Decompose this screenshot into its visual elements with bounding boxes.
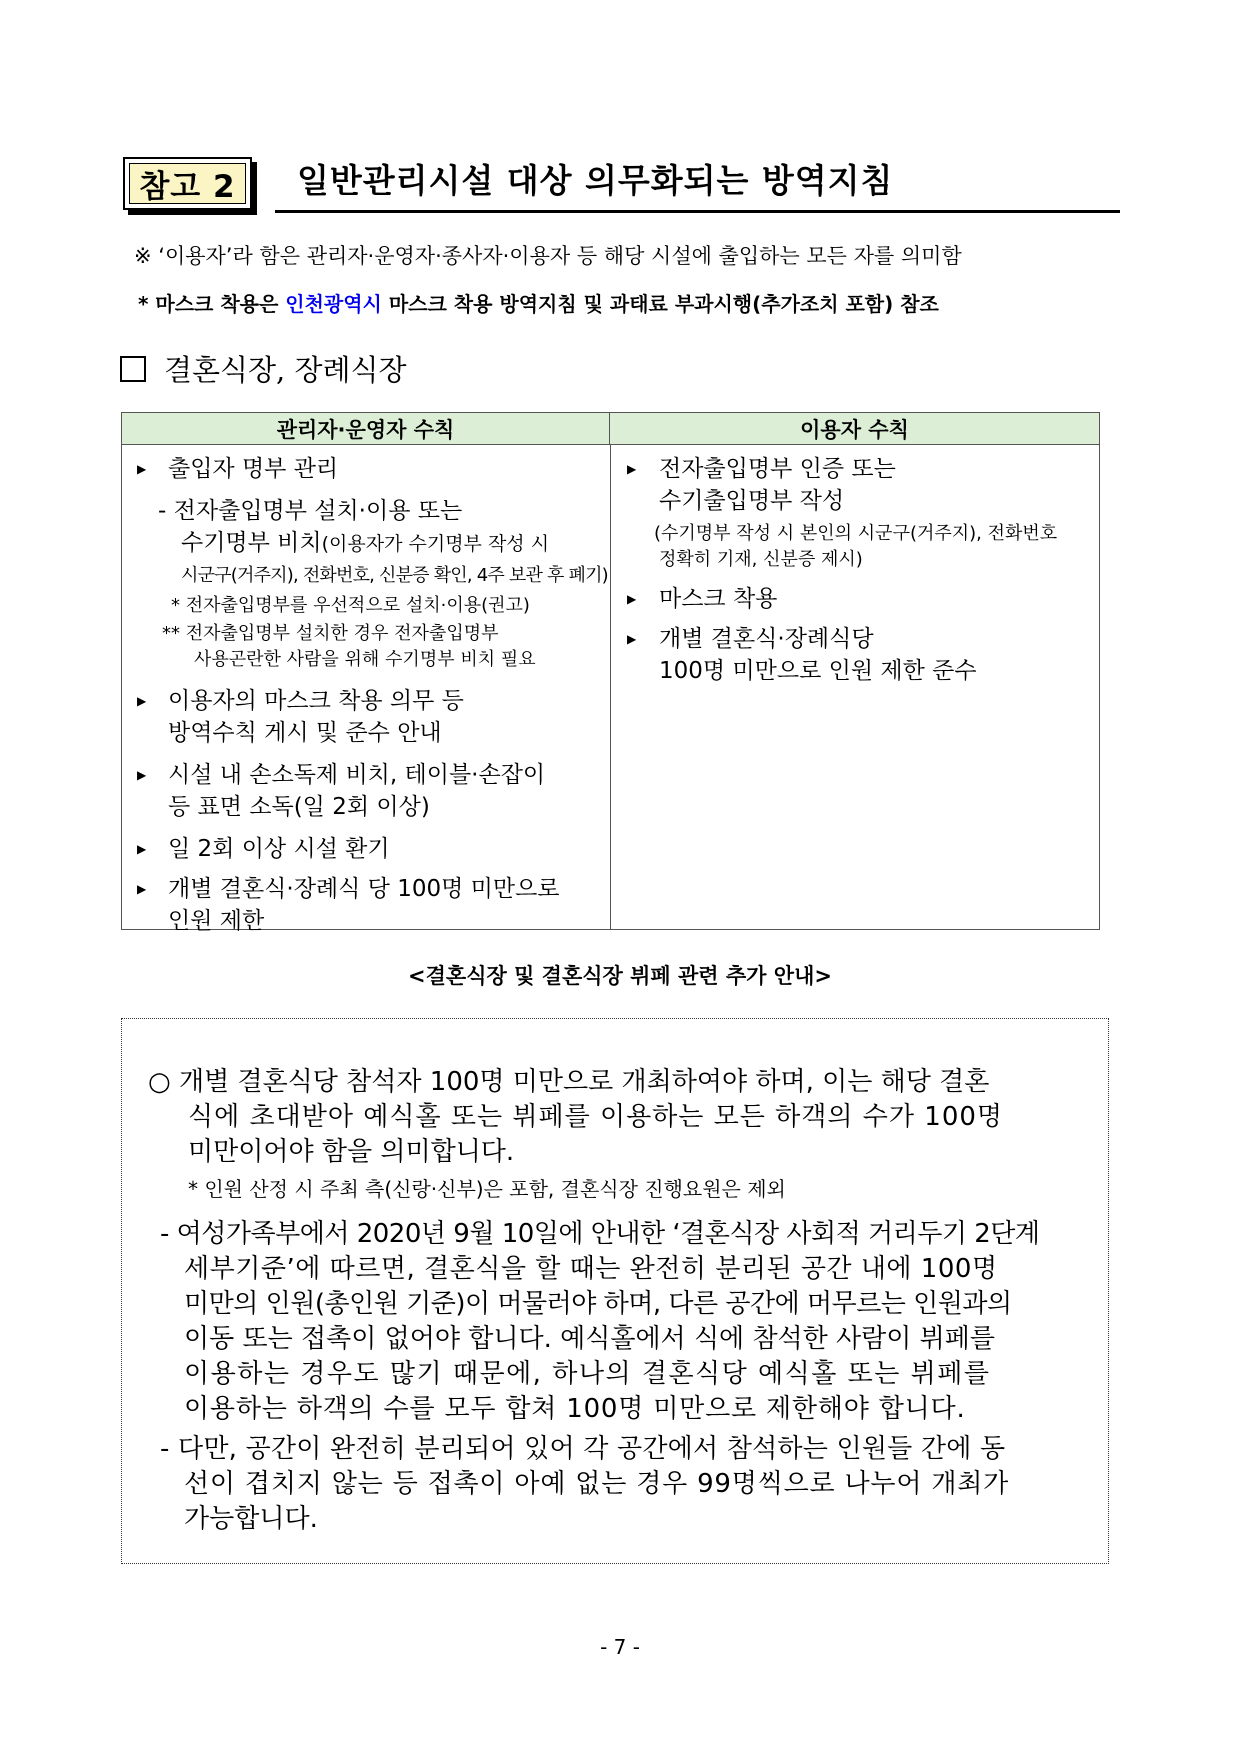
notice-box bbox=[121, 1018, 1109, 1564]
right-note-l1: (수기명부 작성 시 본인의 시군구(거주지), 전화번호 bbox=[654, 523, 1058, 544]
bullet-triangle-icon: ▶ bbox=[137, 462, 147, 476]
bullet-triangle-icon: ▶ bbox=[627, 632, 637, 646]
notice-p2-l4: 이동 또는 접촉이 없어야 합니다. 예식홀에서 식에 참석한 사람이 뷔페를 bbox=[184, 1324, 996, 1354]
left-item-visitor-log: 출입자 명부 관리 bbox=[168, 456, 339, 482]
left-sub-electronic-log: - 전자출입명부 설치·이용 또는 bbox=[158, 498, 463, 524]
notice-p2-l2: 세부기준’에 따르면, 결혼식을 할 때는 완전히 분리된 공간 내에 100명 bbox=[184, 1254, 998, 1284]
header-manager-rules: 관리자·운영자 수칙 bbox=[122, 413, 610, 444]
notice-p1-l1: ○ 개별 결혼식당 참석자 100명 미만으로 개최하여야 하며, 이는 해당 결혼 bbox=[148, 1067, 990, 1097]
note-user-definition: ※ ‘이용자’라 함은 관리자·운영자·종사자·이용자 등 해당 시설에 출입하는 모든 자를 의미함 bbox=[134, 244, 962, 268]
right-item-mask: 마스크 착용 bbox=[659, 586, 778, 612]
checkbox-square-icon bbox=[120, 356, 146, 382]
right-item-limit-l1: 개별 결혼식·장례식당 bbox=[659, 626, 874, 652]
notice-p3-l2: 선이 겹치지 않는 등 접촉이 아예 없는 경우 99명씩으로 나누어 개최가 bbox=[184, 1469, 1010, 1499]
bullet-triangle-icon: ▶ bbox=[627, 462, 637, 476]
left-sub-handwritten-log-main: 수기명부 비치 bbox=[181, 530, 322, 556]
left-note-recommend: * 전자출입명부를 우선적으로 설치·이용(권고) bbox=[171, 595, 530, 616]
right-item-log-l1: 전자출입명부 인증 또는 bbox=[659, 456, 896, 482]
note-mask-suffix: 마스크 착용 방역지침 및 과태료 부과시행(추가조치 포함) 참조 bbox=[381, 292, 939, 316]
column-divider bbox=[610, 444, 611, 929]
notice-p3-l1: - 다만, 공간이 완전히 분리되어 있어 각 공간에서 참석하는 인원들 간에 동 bbox=[160, 1434, 1006, 1464]
title-underline bbox=[275, 210, 1120, 213]
bullet-triangle-icon: ▶ bbox=[627, 592, 637, 606]
left-note-install-l2: 사용곤란한 사람을 위해 수기명부 비치 필요 bbox=[194, 649, 536, 670]
page-title: 일반관리시설 대상 의무화되는 방역지침 bbox=[297, 161, 894, 200]
left-sub-retention: 시군구(거주지), 전화번호, 신분증 확인, 4주 보관 후 폐기) bbox=[181, 565, 608, 586]
left-item-ventilation: 일 2회 이상 시설 환기 bbox=[168, 836, 390, 862]
right-note-l2: 정확히 기재, 신분증 제시) bbox=[659, 549, 863, 570]
left-sub-handwritten-log-detail: (이용자가 수기명부 작성 시 bbox=[321, 533, 550, 555]
section-heading bbox=[120, 348, 407, 389]
left-item-mask-notice-l2: 방역수칙 게시 및 준수 안내 bbox=[168, 720, 442, 746]
page-number: - 7 - bbox=[600, 1635, 640, 1659]
notice-p3-l3: 가능합니다. bbox=[184, 1504, 318, 1534]
left-item-limit-l1: 개별 결혼식·장례식 당 100명 미만으로 bbox=[168, 876, 560, 902]
left-item-disinfect-l1: 시설 내 손소독제 비치, 테이블·손잡이 bbox=[168, 762, 546, 788]
reference-badge-label: 참고 2 bbox=[129, 163, 246, 204]
bullet-triangle-icon: ▶ bbox=[137, 882, 147, 896]
bullet-triangle-icon: ▶ bbox=[137, 768, 147, 782]
table-header bbox=[122, 413, 1099, 445]
bullet-triangle-icon: ▶ bbox=[137, 694, 147, 708]
left-item-disinfect-l2: 등 표면 소독(일 2회 이상) bbox=[168, 794, 430, 820]
notice-p2-l5: 이용하는 경우도 많기 때문에, 하나의 결혼식당 예식홀 또는 뷔페를 bbox=[184, 1359, 991, 1389]
notice-p1-l3: 미만이어야 함을 의미합니다. bbox=[188, 1137, 515, 1167]
bullet-triangle-icon: ▶ bbox=[137, 842, 147, 856]
left-note-install-l1: ** 전자출입명부 설치한 경우 전자출입명부 bbox=[162, 623, 499, 644]
notice-p2-l6: 이용하는 하객의 수를 모두 합쳐 100명 미만으로 제한해야 합니다. bbox=[184, 1394, 966, 1424]
notice-p1-l2: 식에 초대받아 예식홀 또는 뷔페를 이용하는 모든 하객의 수가 100명 bbox=[188, 1102, 1004, 1132]
reference-badge bbox=[123, 157, 252, 210]
right-item-log-l2: 수기출입명부 작성 bbox=[659, 488, 845, 514]
notice-p2-l3: 미만의 인원(총인원 기준)이 머물러야 하며, 다른 공간에 머무르는 인원과의 bbox=[184, 1289, 1012, 1319]
section-title: 결혼식장, 장례식장 bbox=[164, 353, 407, 387]
left-item-mask-notice-l1: 이용자의 마스크 착용 의무 등 bbox=[168, 688, 464, 714]
left-item-limit-l2: 인원 제한 bbox=[168, 908, 265, 934]
note-mask-link[interactable]: 인천광역시 bbox=[285, 292, 382, 316]
header-user-rules: 이용자 수칙 bbox=[800, 417, 909, 442]
additional-guide-caption: <결혼식장 및 결혼식장 뷔페 관련 추가 안내> bbox=[408, 964, 832, 988]
note-mask bbox=[138, 288, 939, 317]
note-mask-prefix: * 마스크 착용은 bbox=[138, 292, 286, 316]
right-item-limit-l2: 100명 미만으로 인원 제한 준수 bbox=[659, 658, 977, 684]
notice-p1-note: * 인원 산정 시 주최 측(신랑·신부)은 포함, 결혼식장 진행요원은 제외 bbox=[188, 1177, 786, 1201]
left-sub-handwritten-log bbox=[181, 527, 549, 561]
rules-table bbox=[121, 412, 1100, 934]
notice-p2-l1: - 여성가족부에서 2020년 9월 10일에 안내한 ‘결혼식장 사회적 거리두기 2단계 bbox=[160, 1219, 1040, 1249]
